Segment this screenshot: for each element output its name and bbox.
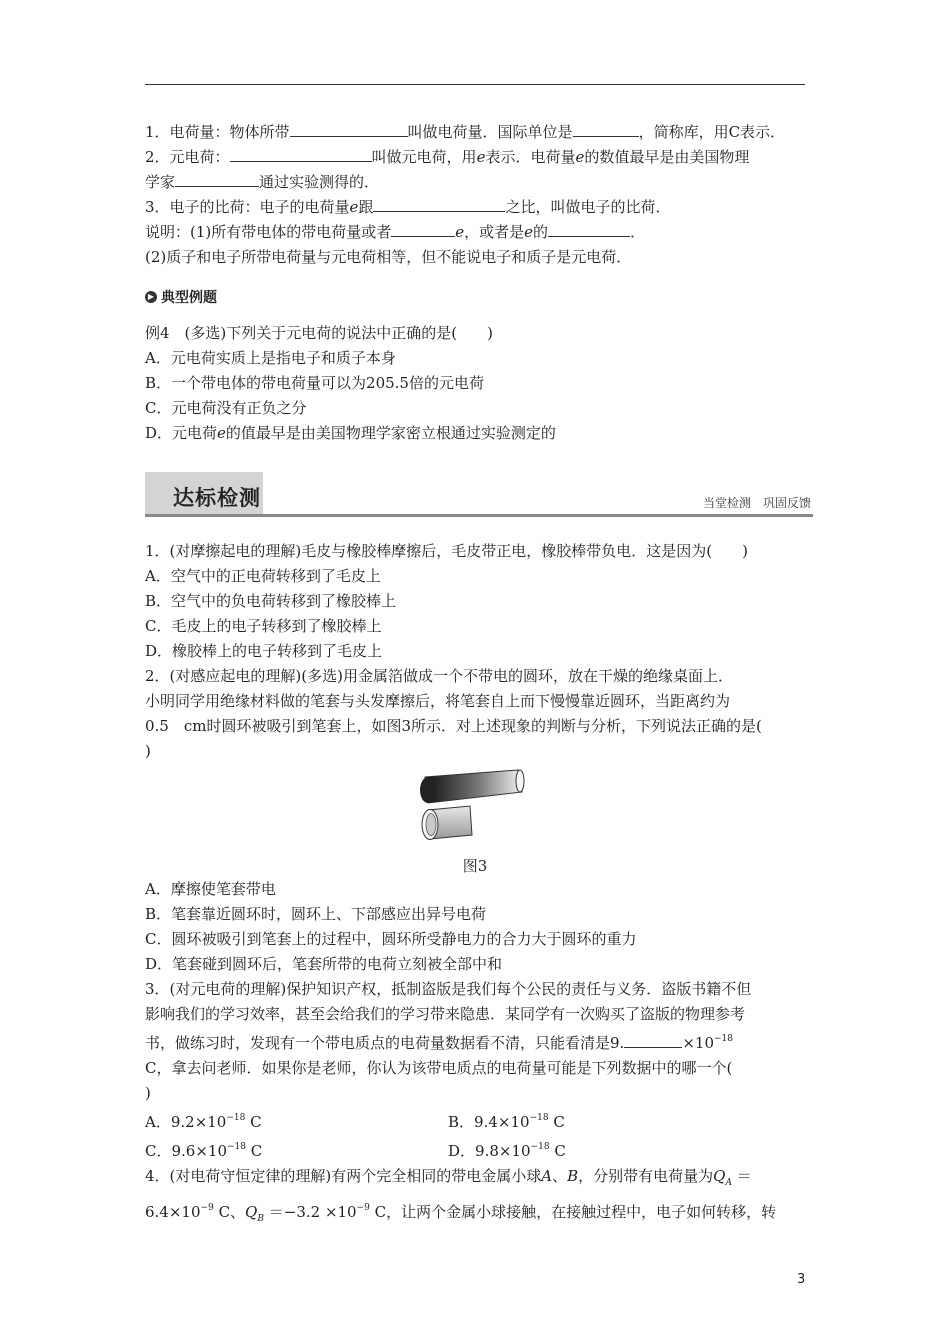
concept-line-4: 3．电子的比荷：电子的电荷量e跟 之比，叫做电子的比荷． bbox=[145, 195, 810, 220]
blank[interactable] bbox=[624, 1031, 682, 1048]
blank[interactable] bbox=[373, 195, 505, 212]
q2-stem-line: ) bbox=[145, 742, 151, 760]
example-stem: 例4 (多选)下列关于元电荷的说法中正确的是( ) bbox=[145, 324, 493, 342]
concept-line-2: 2．元电荷： 叫做元电荷，用e表示．电荷量e的数值最早是由美国物理 bbox=[145, 145, 810, 170]
pen-cap-illustration bbox=[410, 765, 530, 845]
play-circle-icon: ▶ bbox=[145, 291, 157, 303]
q3-option[interactable]: A．$9.2\times 10^{-18}$ C bbox=[145, 1113, 262, 1131]
q1-option[interactable]: C．毛皮上的电子转移到了橡胶棒上 bbox=[145, 617, 382, 635]
example-option[interactable]: A．元电荷实质上是指电子和质子本身 bbox=[145, 349, 396, 367]
questions-block-1 bbox=[145, 539, 810, 764]
q3-stem-line: C，拿去问老师．如果你是老师，你认为该带电质点的电荷量可能是下列数据中的哪一个( bbox=[145, 1059, 733, 1077]
q3-stem-line: 影响我们的学习效率，甚至会给我们的学习带来隐患．某同学有一次购买了盗版的物理参考 bbox=[145, 1005, 746, 1023]
q1-option[interactable]: D．橡胶棒上的电子转移到了毛皮上 bbox=[145, 642, 383, 660]
q3-stem-line: ) bbox=[145, 1084, 151, 1102]
section-banner bbox=[145, 472, 813, 517]
q4-stem-line: 4．(对电荷守恒定律的理解)有两个完全相同的带电金属小球A、B，分别带有电荷量为$Q_A$ ＝ bbox=[145, 1167, 752, 1188]
figure-pen-cap-ring bbox=[410, 765, 530, 845]
blank[interactable] bbox=[548, 220, 630, 237]
example-block bbox=[145, 321, 810, 446]
q2-option[interactable]: B．笔套靠近圆环时，圆环上、下部感应出异号电荷 bbox=[145, 905, 487, 923]
figure-caption: 图3 bbox=[462, 857, 488, 875]
q3-options-row bbox=[145, 1106, 810, 1135]
questions-block-2 bbox=[145, 877, 810, 1232]
banner-subtitle: 当堂检测 巩固反馈 bbox=[702, 496, 811, 510]
q4-stem-line: $6.4\times 10^{-9}$ C、$Q_B =-3.2 \times 10^{-9}$ C，让两个金属小球接触，在接触过程中，电子如何转移，转 bbox=[145, 1203, 777, 1224]
q2-stem-line: 0.5 cm时圆环被吸引到笔套上，如图3所示．对上述现象的判断与分析，下列说法正确的是( bbox=[145, 717, 762, 735]
q3-option[interactable]: D．$9.8\times 10^{-18}$ C bbox=[448, 1142, 566, 1160]
q2-option[interactable]: C．圆环被吸引到笔套上的过程中，圆环所受静电力的合力大于圆环的重力 bbox=[145, 930, 637, 948]
q2-option[interactable]: D．笔套碰到圆环后，笔套所带的电荷立刻被全部中和 bbox=[145, 955, 503, 973]
section-title: 典型例题 bbox=[161, 290, 217, 306]
example-option[interactable]: C．元电荷没有正负之分 bbox=[145, 399, 307, 417]
q3-stem-line: 书，做练习时，发现有一个带电质点的电荷量数据看不清，只能看清是9. $\times 10^{-18}$ bbox=[145, 1027, 810, 1056]
q3-option[interactable]: C．$9.6\times 10^{-18}$ C bbox=[145, 1142, 263, 1160]
blank[interactable] bbox=[573, 120, 639, 137]
page-number: 3 bbox=[797, 1272, 806, 1287]
example-option[interactable]: B．一个带电体的带电荷量可以为205.5倍的元电荷 bbox=[145, 374, 484, 392]
section-heading bbox=[145, 287, 217, 307]
banner-title: 达标检测 bbox=[173, 486, 261, 510]
q3-stem-line: 3．(对元电荷的理解)保护知识产权，抵制盗版是我们每个公民的责任与义务．盗版书籍不但 bbox=[145, 980, 752, 998]
q2-option[interactable]: A．摩擦使笔套带电 bbox=[145, 880, 276, 898]
q3-options-row bbox=[145, 1135, 810, 1164]
concept-line-5: 说明：(1)所有带电体的带电荷量或者 e，或者是e的 ． bbox=[145, 220, 810, 245]
q1-stem: 1．(对摩擦起电的理解)毛皮与橡胶棒摩擦后，毛皮带正电，橡胶棒带负电．这是因为( ) bbox=[145, 542, 748, 560]
q1-option[interactable]: B．空气中的负电荷转移到了橡胶棒上 bbox=[145, 592, 397, 610]
q1-option[interactable]: A．空气中的正电荷转移到了毛皮上 bbox=[145, 567, 381, 585]
blank[interactable] bbox=[290, 120, 408, 137]
concept-line-6: (2)质子和电子所带电荷量与元电荷相等，但不能说电子和质子是元电荷． bbox=[145, 248, 632, 266]
header-rule bbox=[145, 84, 805, 85]
concept-line-1: 1．电荷量：物体所带 叫做电荷量．国际单位是 ，简称库，用C表示． bbox=[145, 120, 810, 145]
q2-stem-line: 2．(对感应起电的理解)(多选)用金属箔做成一个不带电的圆环，放在干燥的绝缘桌面上． bbox=[145, 667, 733, 685]
concept-block bbox=[145, 120, 810, 270]
blank[interactable] bbox=[230, 145, 372, 162]
banner-rule bbox=[145, 514, 813, 517]
q2-stem-line: 小明同学用绝缘材料做的笔套与头发摩擦后，将笔套自上而下慢慢靠近圆环，当距离约为 bbox=[145, 692, 731, 710]
q3-option[interactable]: B．$9.4\times 10^{-18}$ C bbox=[448, 1113, 565, 1131]
concept-line-3: 学家 通过实验测得的． bbox=[145, 170, 810, 195]
blank[interactable] bbox=[391, 220, 455, 237]
blank[interactable] bbox=[175, 170, 259, 187]
example-option[interactable]: D．元电荷e的值最早是由美国物理学家密立根通过实验测定的 bbox=[145, 424, 556, 442]
